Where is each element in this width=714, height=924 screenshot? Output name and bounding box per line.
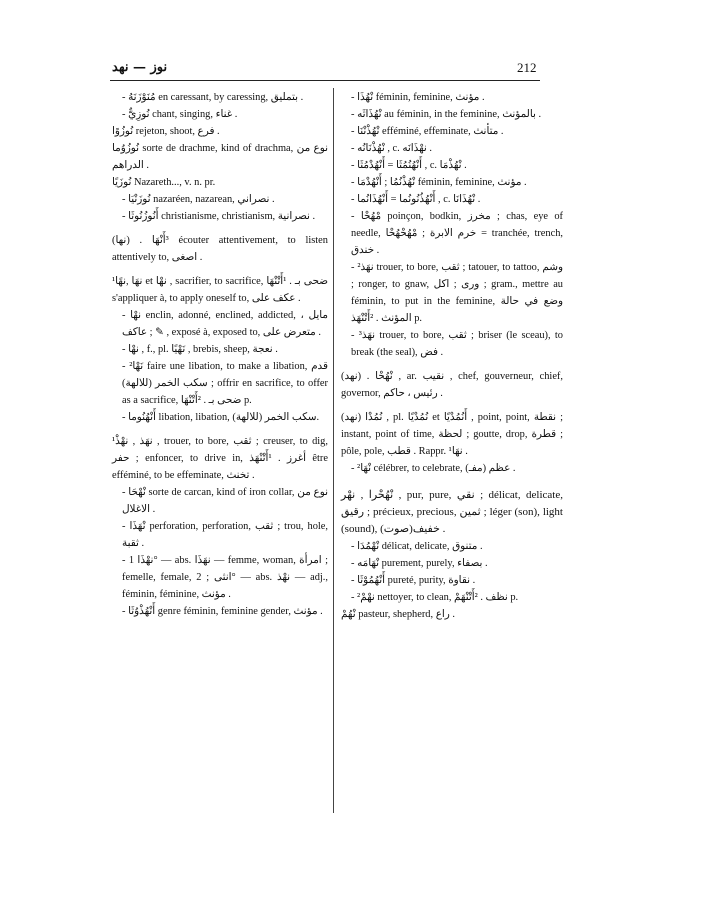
dictionary-entry: - ²نهْمْ nettoyer, to clean, نظف . ²أَتْنْهَمْ p. xyxy=(351,592,519,603)
dictionary-entry: نُوزَيًا Nazareth..., v. n. pr. xyxy=(112,177,216,188)
dictionary-entry: - نهْا , f., pl. نَهْيًا , brebis, sheep, نعجة . xyxy=(122,344,278,355)
dictionary-entry: - أَنْهُمُوْثَا pureté, purity, نقاوة . xyxy=(351,575,476,586)
dictionary-entry: - أَنْهُذُنُونُما = أَنْهُذَانُما , c. نْهُذَانَا . xyxy=(351,194,481,205)
dictionary-entry: - نْهْحَا sorte de carcan, kind of iron collar, نوع من الاغلال . xyxy=(122,487,328,515)
dictionary-entry: - نْهْمُدَا délicat, delicate, متنوق . xyxy=(351,541,483,552)
dictionary-entry: (نهد) نُمُدْا , pl. نُمُدْيًا et أَنُمُدْيًا , point, point, نقطة ; instant, point of time, لحظة ; goutte, drop, قطرة ; pôle, pole, قطب . Rappr. ¹نهَا . xyxy=(341,412,563,457)
dictionary-entry: - مُنَوْزَنَهُ en caressant, by caressing, بتمليق . xyxy=(122,92,304,103)
dictionary-entry: - نْهُذْنُمُا ; أَنْهُدْمَا féminin, feminine, مؤنث . xyxy=(351,177,527,188)
dictionary-entry: - ²نهَذ trouer, to bore, ثقب ; tatouer, to tattoo, وشم ; ronger, to gnaw, ورى ; اكل ; gram., mettre au féminin, to put in the feminine, وضع في حالة المؤنث . ²أَتْنْهَذ p. xyxy=(351,262,564,324)
page-number: 212 xyxy=(517,60,537,75)
left-column xyxy=(112,89,328,620)
running-head: نوز — نهد xyxy=(112,60,168,75)
dictionary-entry: - ³نهَذ trouer, to bore, ثقب ; briser (le sceau), to break (the seal), فض . xyxy=(351,330,563,358)
dictionary-entry: - نْهُذَا féminin, feminine, مؤنث . xyxy=(351,92,485,103)
dictionary-entry: - نْهُذْنْنَا efféminé, effeminate, متأنث . xyxy=(351,126,504,137)
header-rule xyxy=(110,80,540,81)
dictionary-entry: - أَنْهُنُمُثَا = أَنْهُدْمُثَا , c. نْهُذْمَا . xyxy=(351,160,467,171)
dictionary-entry: (نها) . ³أَنْهَا écouter attentivement, to listen attentively to, اصغى . xyxy=(112,235,328,263)
dictionary-entry: - نُوزَنْيَا nazaréen, nazarean, نصراني . xyxy=(122,194,275,205)
dictionary-entry: - أَنُوزُنُوثَا christianisme, christianism, نصرانية . xyxy=(122,211,316,222)
right-column xyxy=(341,89,563,623)
dictionary-entry: (نهد) . نْهُحْا , ar. نقيب , chef, gouverneur, chief, governor, رئيس ، حاكم . xyxy=(341,371,563,399)
dictionary-entry: - ²نْهَا célébrer, to celebrate, عظم (مفـ) . xyxy=(351,463,516,474)
dictionary-entry: - أَنْهُذْوُثَا genre féminin, feminine gender, مؤنث . xyxy=(122,606,323,617)
dictionary-entry: - نْهُذْنَانُه , c. نهْذَانَه . xyxy=(351,143,433,154)
dictionary-entry: - نهْذَا 1° — abs. نهَذَا — femme, woman, امرأة ; femelle, female, انثى ; 2° — abs. نهْذ — adj., féminin, féminine, مؤنث . xyxy=(122,555,328,600)
dictionary-entry: - نْهَذَا perforation, perforation, ثقب ; trou, hole, ثقبة . xyxy=(122,521,328,549)
dictionary-entry: ¹نهَا ,نهًا et نهْا , sacrifier, to sacrifice, ضحى بـ . ¹أَتْنْهَا s'appliquer à, to apply oneself to, عكف على . xyxy=(112,276,328,304)
dictionary-entry: - نهْا enclin, adonné, enclined, addicted, مايل ، عاكف ; ✎ , exposé à, exposed to, متعرض على . xyxy=(122,310,328,338)
dictionary-entry: - نُوزِيٌّ chant, singing, غناء . xyxy=(122,109,238,120)
dictionary-entry: نْهُحْرا , نهْر , pur, pure, نقي ; délicat, delicate, رقيق ; précieux, precious, ثمين ; léger (son), light (sound), خفيف(صوت) . xyxy=(341,489,563,535)
dictionary-entry: نُوزُوًا rejeton, shoot, فرع . xyxy=(112,126,220,137)
dictionary-entry: - مْهُحْا poinçon, bodkin, مخرز ; chas, eye of needle, خرم الابرة ; مْهُحْهُحْا = tranchée, trench, خندق . xyxy=(351,211,564,256)
dictionary-entry: - نْهُذَاثَه au féminin, in the feminine, بالمؤنث . xyxy=(351,109,542,120)
dictionary-entry: ¹نهَذ , نهْذْ , trouer, to bore, ثقب ; creuser, to dig, حفر ; enfoncer, to drive in, أغرز . ¹أَتْنْهَذ être efféminé, to be effeminate, تخنث . xyxy=(112,436,328,481)
dictionary-entry: نْهُمْ pasteur, shepherd, راع . xyxy=(341,609,456,620)
dictionary-entry: نُوزُوُما sorte de drachme, kind of drachma, نوع من الدراهم . xyxy=(112,143,328,171)
dictionary-entry: - ²نَهْا faire une libation, to make a libation, قدم سكب الخمر (للالهة) ; offrir en sacrifice, to offer as a sacrifice, ضحى بـ . ²أَتْنْهَا p. xyxy=(122,361,329,406)
column-divider xyxy=(333,88,334,813)
dictionary-entry: - نْهَامَه purement, purely, بصفاء . xyxy=(351,558,488,569)
dictionary-entry: - أَنْهُنُوما libation, libation, سكب الخمر (للالهة). xyxy=(122,412,320,423)
